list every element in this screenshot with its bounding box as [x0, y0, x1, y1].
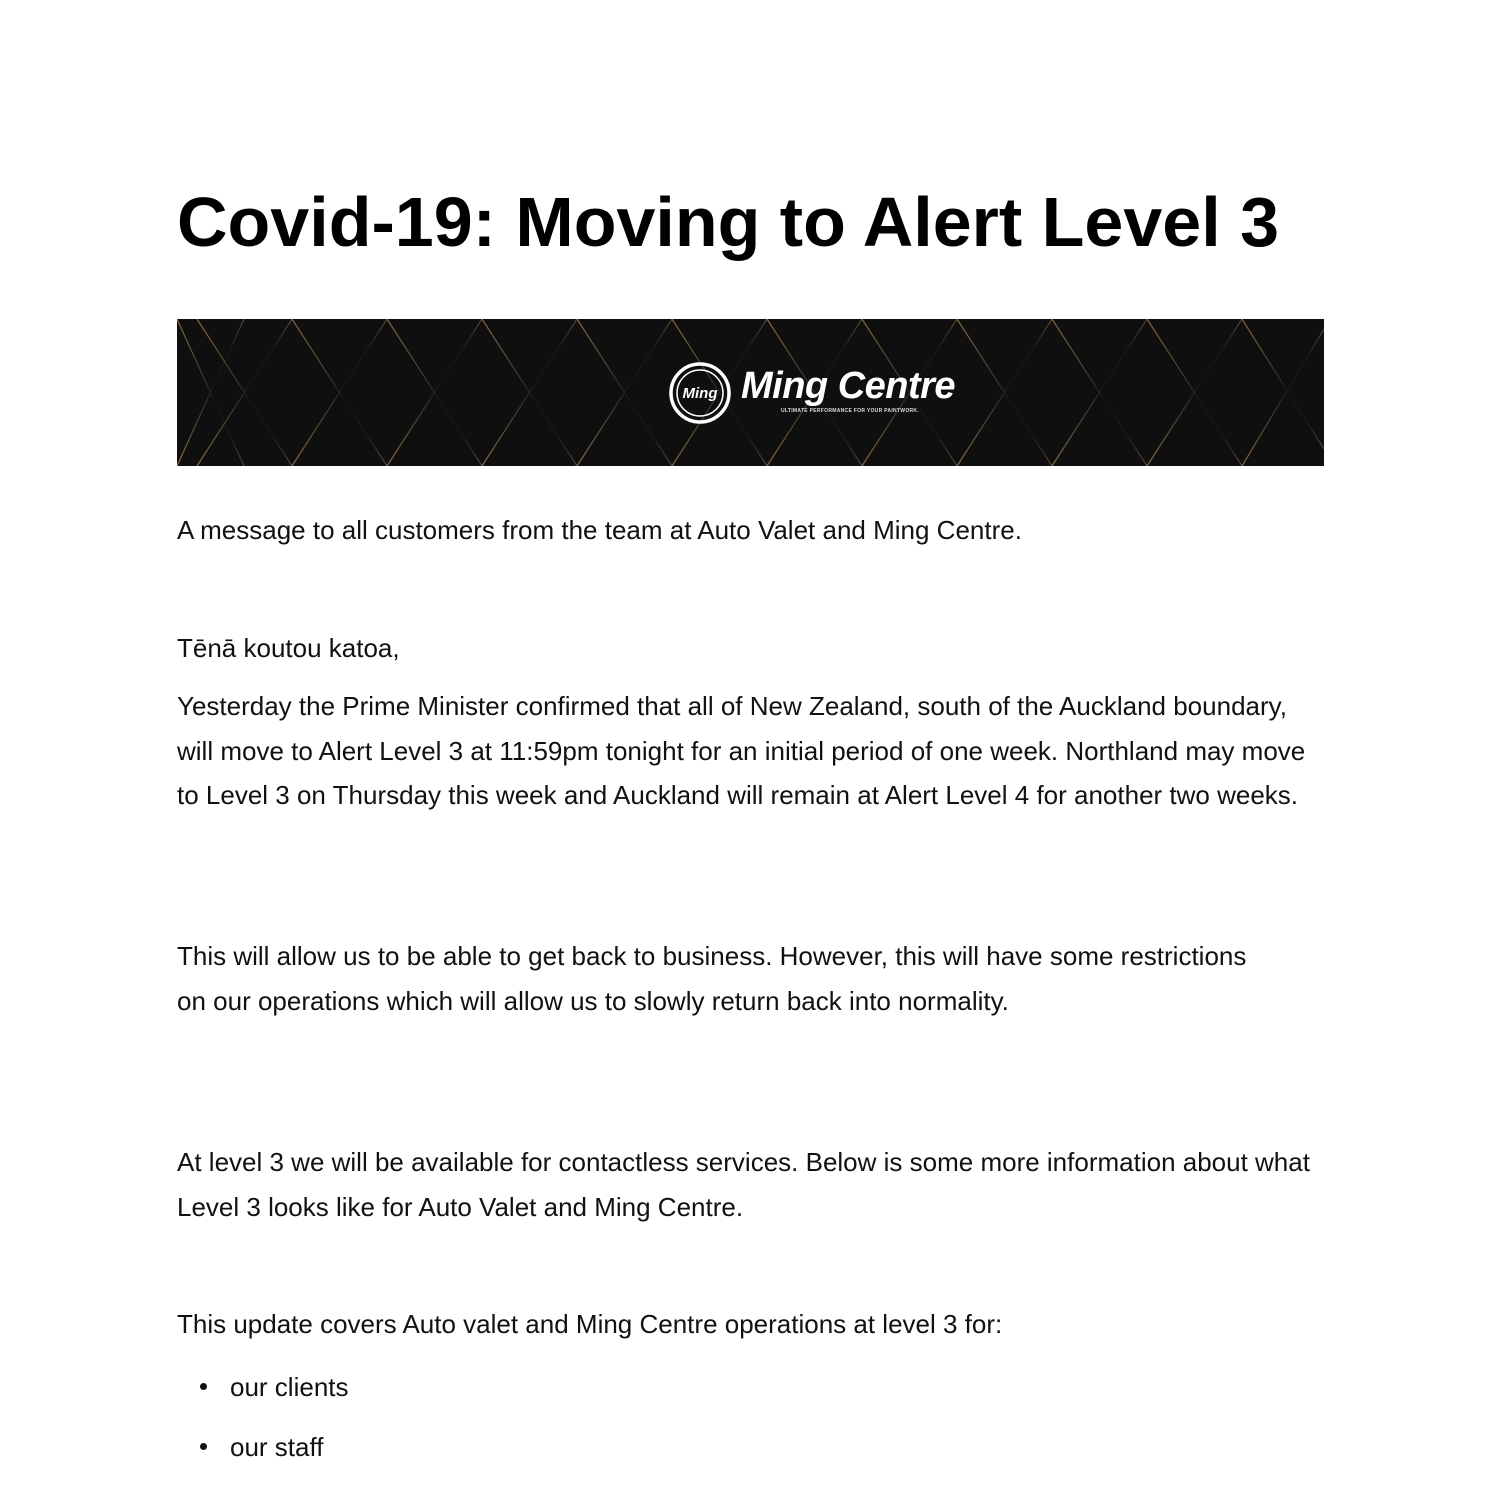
- brand-name: Ming Centre: [741, 365, 956, 407]
- bullet-icon: [200, 1443, 207, 1450]
- bullet-icon: [200, 1383, 207, 1390]
- list-item-label: our staff: [230, 1432, 324, 1462]
- greeting-paragraph: Tēnā koutou katoa,: [177, 633, 400, 663]
- alert-level-paragraph: Yesterday the Prime Minister confirmed that all of New Zealand, south of the Auckland boundary, will move to Alert Level 3 at 11:59pm tonight for an initial period of one week. Northland may move to Level 3 on Thursday this week and Auckland will remain at Alert Level 4 for another two weeks.: [177, 691, 1306, 810]
- contactless-paragraph: At level 3 we will be available for contactless services. Below is some more information about what Level 3 looks like for Auto Valet and Ming Centre.: [177, 1147, 1310, 1222]
- logo-mark-text: Ming: [682, 385, 718, 402]
- brand-tagline: ULTIMATE PERFORMANCE FOR YOUR PAINTWORK.: [781, 408, 920, 414]
- ming-centre-banner: [177, 319, 1324, 466]
- update-coverage-paragraph: This update covers Auto valet and Ming Centre operations at level 3 for:: [177, 1309, 1003, 1339]
- ming-centre-logo: [669, 360, 979, 426]
- ming-circle-logo-icon: [669, 360, 733, 426]
- list-item-label: our clients: [230, 1372, 349, 1402]
- page-title: Covid-19: Moving to Alert Level 3: [177, 183, 1280, 261]
- business-paragraph: This will allow us to be able to get back to business. However, this will have some restrictions on our operations which will allow us to slowly return back into normality.: [177, 941, 1247, 1016]
- list-item: [230, 1365, 349, 1409]
- intro-paragraph: A message to all customers from the team at Auto Valet and Ming Centre.: [177, 515, 1022, 545]
- list-item: [230, 1425, 349, 1469]
- coverage-list: [177, 1365, 349, 1485]
